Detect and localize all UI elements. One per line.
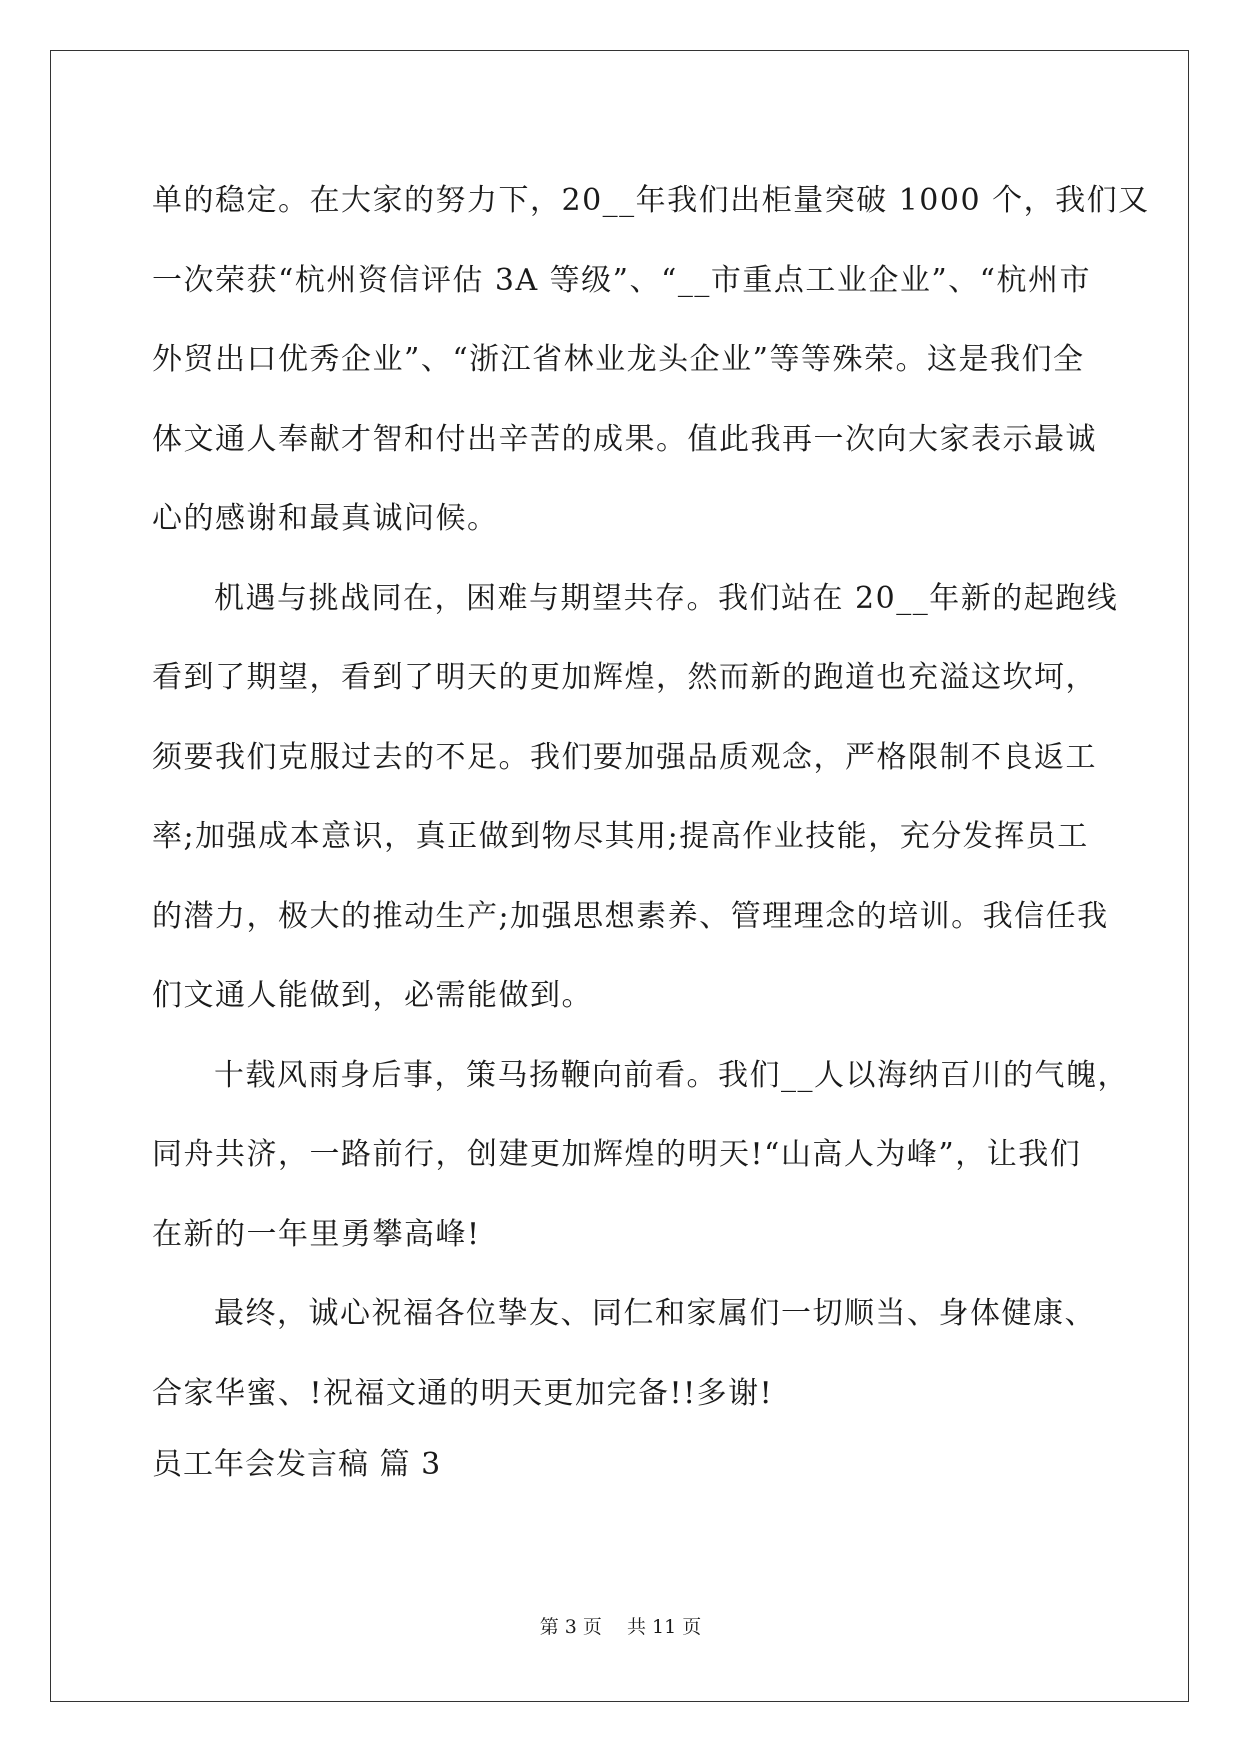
text-line: 机遇与挑战同在，困难与期望共存。我们站在 20__年新的起跑线 (214, 580, 1119, 616)
text-line: 们文通人能做到，必需能做到。 (152, 978, 593, 1013)
paragraph (152, 559, 1119, 1036)
paragraph (152, 1274, 1096, 1433)
section-heading: 员工年会发言稿 篇 3 (152, 1447, 442, 1482)
text-line: 须要我们克服过去的不足。我们要加强品质观念，严格限制不良返工 (152, 739, 1097, 775)
text-line: 同舟共济，一路前行，创建更加辉煌的明天!“山高人为峰”，让我们 (152, 1137, 1082, 1172)
text-line: 体文通人奉献才智和付出辛苦的成果。值此我再一次向大家表示最诚 (152, 421, 1097, 457)
text-line: 外贸出口优秀企业”、“浙江省林业龙头企业”等等殊荣。这是我们全 (152, 342, 1085, 377)
text-line: 率;加强成本意识，真正做到物尽其用;提高作业技能，充分发挥员工 (152, 819, 1089, 854)
paragraph (152, 161, 1150, 559)
text-line: 心的感谢和最真诚问候。 (152, 501, 499, 536)
text-line: 一次荣获“杭州资信评估 3A 等级”、“__市重点工业企业”、“杭州市 (152, 262, 1092, 298)
text-line: 在新的一年里勇攀高峰! (152, 1216, 481, 1252)
paragraph (152, 1036, 1129, 1275)
text-line: 最终，诚心祝福各位挚友、同仁和家属们一切顺当、身体健康、 (214, 1296, 1096, 1331)
document-body (152, 161, 1150, 1495)
text-line: 的潜力，极大的推动生产;加强思想素养、管理理念的培训。我信任我 (152, 898, 1109, 934)
page-number: 第 3 页 共 11 页 (539, 1616, 702, 1638)
text-line: 看到了期望，看到了明天的更加辉煌，然而新的跑道也充溢这坎坷， (152, 660, 1097, 695)
text-line: 合家华蜜、!祝福文通的明天更加完备!!多谢! (152, 1375, 774, 1411)
text-line: 单的稳定。在大家的努力下，20__年我们出柜量突破 1000 个，我们又 (152, 183, 1150, 218)
text-line: 十载风雨身后事，策马扬鞭向前看。我们__人以海纳百川的气魄， (214, 1057, 1129, 1093)
